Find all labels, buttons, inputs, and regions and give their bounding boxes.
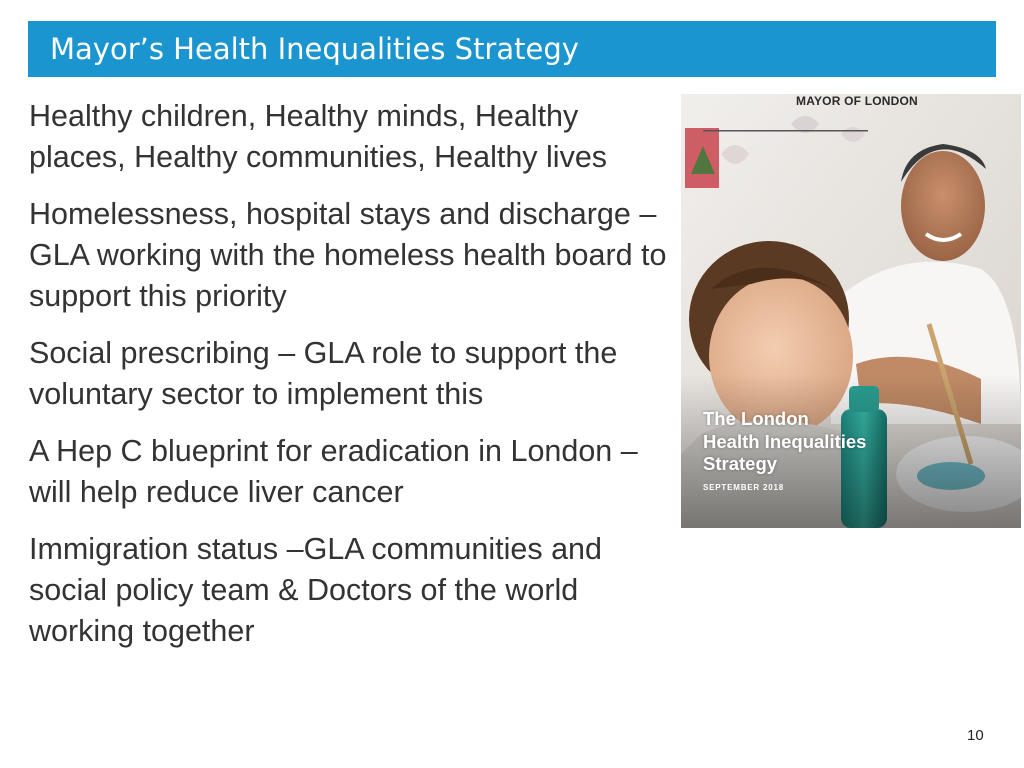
slide-title: Mayor’s Health Inequalities Strategy xyxy=(50,32,579,66)
title-bar xyxy=(28,21,996,77)
bullet-item: Homelessness, hospital stays and discharge – GLA working with the homeless health board to support this priority xyxy=(29,197,667,313)
bullet-item: Social prescribing – GLA role to support the voluntary sector to implement this xyxy=(29,336,618,411)
cover-title-line: Health Inequalities xyxy=(703,430,867,452)
cover-title-line: Strategy xyxy=(703,453,778,474)
cover-title xyxy=(703,408,866,476)
cover-date: SEPTEMBER 2018 xyxy=(703,483,785,492)
page-number: 10 xyxy=(967,727,984,744)
bullet-item: A Hep C blueprint for eradication in London – will help reduce liver cancer xyxy=(29,434,638,509)
bullet-item: Immigration status –GLA communities and social policy team & Doctors of the world working together xyxy=(29,532,602,648)
cover-title-line: The London xyxy=(703,408,809,429)
bullet-item: Healthy children, Healthy minds, Healthy places, Healthy communities, Healthy lives xyxy=(29,99,608,174)
bullet-list xyxy=(29,96,679,668)
mayor-of-london-logo: MAYOR OF LONDON xyxy=(796,94,918,108)
strategy-cover-image xyxy=(681,94,1021,528)
